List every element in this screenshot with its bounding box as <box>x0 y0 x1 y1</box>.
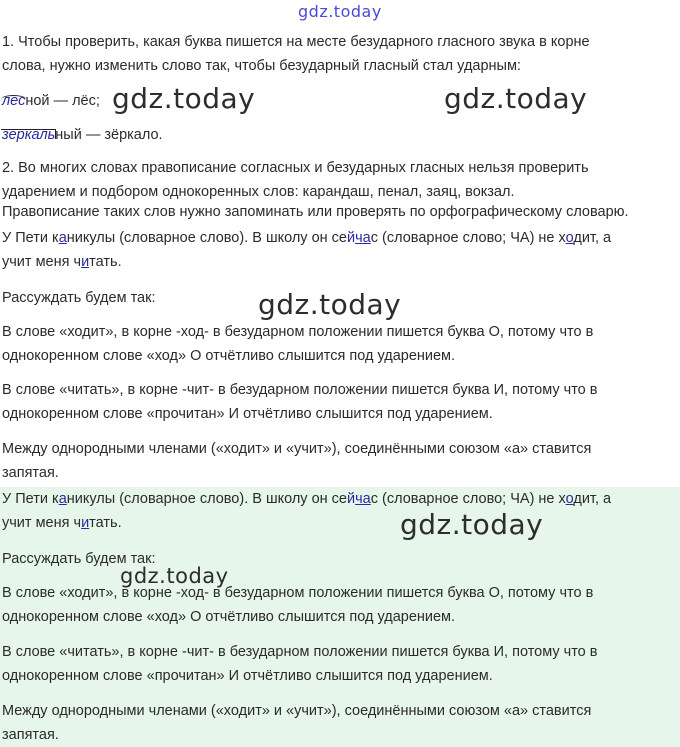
root-arc-mark <box>1 95 26 104</box>
answer1-sentence <box>2 226 678 274</box>
task1-line2: слова, нужно изменить слово так, чтобы безударный гласный стал ударным: <box>2 58 521 74</box>
watermark-1: gdz.today <box>112 82 256 115</box>
root-les <box>2 93 25 109</box>
task2-paragraph <box>2 156 678 204</box>
watermark-3: gdz.today <box>258 288 402 321</box>
answer2-line2: учит меня читать. <box>2 515 122 531</box>
root-zerkal <box>2 127 55 143</box>
watermark-4: gdz.today <box>400 508 544 541</box>
task2-line1: 2. Во многих словах правописание согласных и безударных гласных нельзя проверить <box>2 160 589 176</box>
watermark-5: gdz.today <box>120 564 229 588</box>
example-lesnoy <box>2 89 100 113</box>
answer2-line1: У Пети каникулы (словарное слово). В школу он сейчас (словарное слово; ЧА) не ходит, а <box>2 491 612 507</box>
answer2-para2: В слове «читать», в корне -чит- в безударном положении пишется буква И, потому что в однокоренном слове «прочитан» И отчётливо слышится под ударением. <box>2 644 598 684</box>
answer2-sentence <box>2 487 678 535</box>
answer1-para3: Между однородными членами («ходит» и «учит»), соединёнными союзом «а» ставится запятая. <box>2 441 592 481</box>
watermark-2: gdz.today <box>444 82 588 115</box>
answer1-para1: В слове «ходит», в корне -ход- в безударном положении пишется буква О, потому что в однокоренном слове «ход» О отчётливо слышится под ударением. <box>2 324 594 364</box>
answer1-reason-title: Рассуждать будем так: <box>2 290 156 306</box>
answer2-reason-title: Рассуждать будем так: <box>2 551 156 567</box>
answer1-line2: учит меня читать. <box>2 254 122 270</box>
root-les-text: лес <box>2 93 26 109</box>
example-zerkalny <box>2 123 163 147</box>
root-bracket-mark <box>1 129 56 139</box>
task1-line1: 1. Чтобы проверить, какая буква пишется на месте безударного гласного звука в корне <box>2 34 590 50</box>
example-zerkalny-rest: ный — зёркало. <box>55 127 163 143</box>
answer1-line1: У Пети каникулы (словарное слово). В школу он сейчас (словарное слово; ЧА) не ходит, а <box>2 230 612 246</box>
example-lesnoy-rest: ной — лёс; <box>25 93 100 109</box>
answer2-para3: Между однородными членами («ходит» и «учит»), соединёнными союзом «а» ставится запятая. <box>2 703 592 743</box>
watermark-top: gdz.today <box>298 2 382 21</box>
answer2-para1: В слове «ходит», в корне -ход- в безударном положении пишется буква О, потому что в однокоренном слове «ход» О отчётливо слышится под ударением. <box>2 585 594 625</box>
root-zerkal-text: зеркаль <box>2 127 56 143</box>
cropped-text: Правописание таких слов нужно запоминать или проверять по орфографическому словарю. <box>2 204 629 220</box>
answer1-para2: В слове «читать», в корне -чит- в безударном положении пишется буква И, потому что в однокоренном слове «прочитан» И отчётливо слышится под ударением. <box>2 382 598 422</box>
task1-paragraph <box>2 30 678 78</box>
task2-line2: ударением и подбором однокоренных слов: карандаш, пенал, заяц, вокзал. <box>2 184 515 200</box>
cropped-text-line <box>2 204 678 224</box>
